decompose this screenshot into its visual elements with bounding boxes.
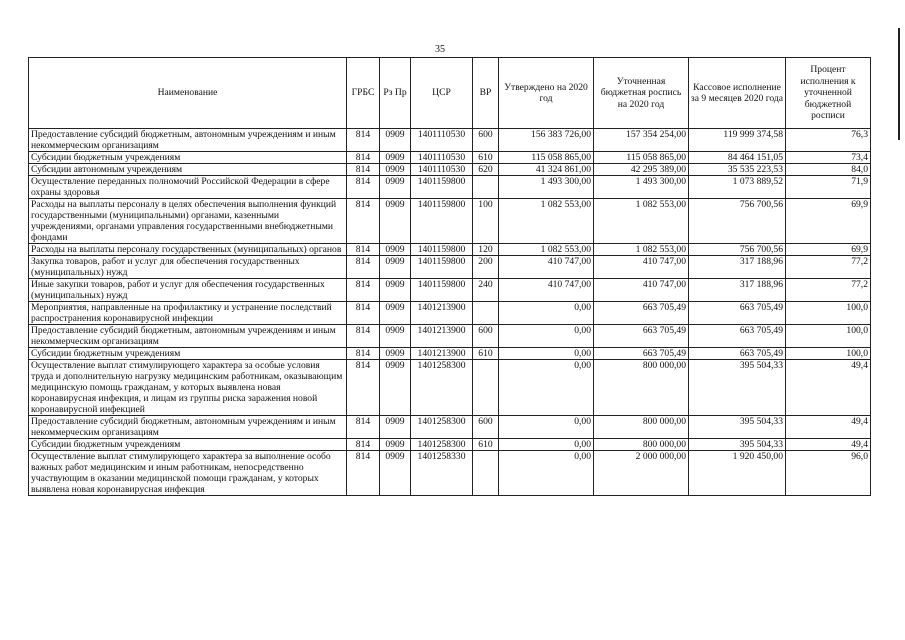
cell-grbs: 814 [347,164,380,176]
cell-csr: 1401213900 [411,302,473,325]
cell-name: Предоставление субсидий бюджетным, автономным учреждениям и иным некоммерческим организациям [29,416,347,439]
table-row [29,451,871,496]
cell-rzpr: 0909 [380,129,411,152]
cell-rzpr: 0909 [380,164,411,176]
cell-csr: 1401159800 [411,176,473,199]
cell-cash: 756 700,56 [689,244,786,256]
cell-name: Предоставление субсидий бюджетным, автономным учреждениям и иным некоммерческим организациям [29,129,347,152]
cell-vr: 200 [473,256,499,279]
cell-percent: 96,0 [786,451,871,496]
cell-approved: 0,00 [499,360,594,416]
cell-grbs: 814 [347,348,380,360]
cell-rzpr: 0909 [380,360,411,416]
cell-csr: 1401258330 [411,451,473,496]
cell-revised: 157 354 254,00 [594,129,689,152]
cell-cash: 663 705,49 [689,348,786,360]
cell-vr: 600 [473,416,499,439]
cell-grbs: 814 [347,360,380,416]
cell-vr: 610 [473,152,499,164]
cell-percent: 71,9 [786,176,871,199]
cell-name: Субсидии бюджетным учреждениям [29,439,347,451]
cell-rzpr: 0909 [380,416,411,439]
cell-vr: 120 [473,244,499,256]
scan-edge-mark [898,28,900,140]
cell-revised: 800 000,00 [594,439,689,451]
cell-cash: 35 535 223,53 [689,164,786,176]
cell-revised: 800 000,00 [594,360,689,416]
cell-revised: 42 295 389,00 [594,164,689,176]
table-row [29,199,871,244]
cell-vr [473,176,499,199]
cell-percent: 77,2 [786,279,871,302]
table-row [29,439,871,451]
table-row [29,129,871,152]
cell-grbs: 814 [347,416,380,439]
table-row [29,152,871,164]
cell-approved: 1 082 553,00 [499,244,594,256]
cell-approved: 0,00 [499,439,594,451]
cell-rzpr: 0909 [380,279,411,302]
cell-csr: 1401258300 [411,360,473,416]
cell-cash: 663 705,49 [689,302,786,325]
cell-vr [473,360,499,416]
cell-name: Иные закупки товаров, работ и услуг для обеспечения государственных (муниципальных) нужд [29,279,347,302]
cell-percent: 73,4 [786,152,871,164]
cell-csr: 1401110530 [411,129,473,152]
cell-vr: 600 [473,129,499,152]
cell-csr: 1401110530 [411,164,473,176]
table-row [29,416,871,439]
cell-approved: 41 324 861,00 [499,164,594,176]
cell-rzpr: 0909 [380,451,411,496]
header-approved: Утверждено на 2020 год [499,58,594,129]
cell-rzpr: 0909 [380,199,411,244]
header-vr: ВР [473,58,499,129]
cell-cash: 663 705,49 [689,325,786,348]
cell-csr: 1401159800 [411,256,473,279]
cell-cash: 395 504,33 [689,439,786,451]
cell-name: Субсидии бюджетным учреждениям [29,152,347,164]
table-row [29,164,871,176]
cell-rzpr: 0909 [380,439,411,451]
cell-cash: 84 464 151,05 [689,152,786,164]
cell-vr: 620 [473,164,499,176]
cell-csr: 1401258300 [411,439,473,451]
cell-rzpr: 0909 [380,325,411,348]
page-number: 35 [435,44,445,55]
cell-name: Предоставление субсидий бюджетным, автономным учреждениям и иным некоммерческим организациям [29,325,347,348]
cell-cash: 756 700,56 [689,199,786,244]
cell-percent: 100,0 [786,348,871,360]
cell-rzpr: 0909 [380,302,411,325]
cell-name: Осуществление выплат стимулирующего характера за выполнение особо важных работ медицинским и иным работникам, непосредственно участвующим в оказании медицинской помощи гражданам, у которых выявлена новая коронавирусная инфекция [29,451,347,496]
header-name: Наименование [29,58,347,129]
table-body [29,129,871,496]
cell-revised: 1 493 300,00 [594,176,689,199]
cell-name: Расходы на выплаты персоналу государственных (муниципальных) органов [29,244,347,256]
cell-cash: 1 073 889,52 [689,176,786,199]
cell-vr: 610 [473,348,499,360]
budget-table [28,57,871,496]
table-row [29,348,871,360]
cell-approved: 1 082 553,00 [499,199,594,244]
table-header [29,58,871,129]
cell-vr: 600 [473,325,499,348]
cell-rzpr: 0909 [380,244,411,256]
cell-name: Мероприятия, направленные на профилактику и устранение последствий распространения коронавирусной инфекции [29,302,347,325]
cell-grbs: 814 [347,199,380,244]
cell-grbs: 814 [347,279,380,302]
cell-vr: 100 [473,199,499,244]
cell-approved: 410 747,00 [499,256,594,279]
cell-percent: 100,0 [786,325,871,348]
cell-cash: 395 504,33 [689,360,786,416]
cell-cash: 317 188,96 [689,279,786,302]
cell-percent: 84,0 [786,164,871,176]
cell-approved: 0,00 [499,416,594,439]
cell-name: Субсидии автономным учреждениям [29,164,347,176]
header-revised: Уточненная бюджетная роспись на 2020 год [594,58,689,129]
cell-grbs: 814 [347,302,380,325]
cell-name: Осуществление переданных полномочий Российской Федерации в сфере охраны здоровья [29,176,347,199]
cell-revised: 663 705,49 [594,302,689,325]
table-row [29,256,871,279]
header-grbs: ГРБС [347,58,380,129]
cell-approved: 0,00 [499,348,594,360]
cell-vr [473,451,499,496]
cell-revised: 410 747,00 [594,279,689,302]
cell-approved: 1 493 300,00 [499,176,594,199]
cell-revised: 115 058 865,00 [594,152,689,164]
cell-cash: 317 188,96 [689,256,786,279]
cell-csr: 1401258300 [411,416,473,439]
cell-name: Осуществление выплат стимулирующего характера за особые условия труда и дополнительную нагрузку медицинским работникам, оказывающим медицинскую помощь гражданам, у которых выявлена новая коронавирусная инфекция, и лицам из группы риска заражения новой коронавирусной инфекцией [29,360,347,416]
cell-revised: 2 000 000,00 [594,451,689,496]
cell-revised: 663 705,49 [594,348,689,360]
cell-cash: 1 920 450,00 [689,451,786,496]
cell-rzpr: 0909 [380,348,411,360]
cell-rzpr: 0909 [380,256,411,279]
cell-vr: 610 [473,439,499,451]
table-row [29,325,871,348]
cell-rzpr: 0909 [380,176,411,199]
cell-csr: 1401159800 [411,279,473,302]
cell-percent: 69,9 [786,244,871,256]
table-row [29,176,871,199]
cell-csr: 1401213900 [411,348,473,360]
cell-approved: 410 747,00 [499,279,594,302]
table-row [29,279,871,302]
table-row [29,302,871,325]
cell-grbs: 814 [347,129,380,152]
cell-name: Закупка товаров, работ и услуг для обеспечения государственных (муниципальных) нужд [29,256,347,279]
cell-vr [473,302,499,325]
cell-grbs: 814 [347,244,380,256]
cell-revised: 1 082 553,00 [594,244,689,256]
cell-percent: 49,4 [786,360,871,416]
cell-approved: 0,00 [499,451,594,496]
cell-percent: 100,0 [786,302,871,325]
cell-grbs: 814 [347,325,380,348]
cell-percent: 49,4 [786,416,871,439]
cell-percent: 77,2 [786,256,871,279]
cell-name: Расходы на выплаты персоналу в целях обеспечения выполнения функций государственными (муниципальными) органами, казенными учреждениями, органами управления государственными внебюджетными фондами [29,199,347,244]
cell-rzpr: 0909 [380,152,411,164]
cell-grbs: 814 [347,152,380,164]
cell-revised: 663 705,49 [594,325,689,348]
header-percent: Процент исполнения к уточненной бюджетной росписи [786,58,871,129]
cell-csr: 1401159800 [411,199,473,244]
cell-approved: 156 383 726,00 [499,129,594,152]
cell-approved: 0,00 [499,302,594,325]
header-rzpr: Рз Пр [380,58,411,129]
cell-vr: 240 [473,279,499,302]
cell-grbs: 814 [347,176,380,199]
cell-grbs: 814 [347,451,380,496]
cell-approved: 0,00 [499,325,594,348]
header-csr: ЦСР [411,58,473,129]
table-row [29,244,871,256]
cell-percent: 69,9 [786,199,871,244]
cell-grbs: 814 [347,256,380,279]
cell-revised: 1 082 553,00 [594,199,689,244]
cell-percent: 76,3 [786,129,871,152]
cell-csr: 1401110530 [411,152,473,164]
cell-cash: 395 504,33 [689,416,786,439]
table-row [29,360,871,416]
cell-approved: 115 058 865,00 [499,152,594,164]
cell-percent: 49,4 [786,439,871,451]
header-cash: Кассовое исполнение за 9 месяцев 2020 года [689,58,786,129]
cell-revised: 410 747,00 [594,256,689,279]
cell-csr: 1401159800 [411,244,473,256]
cell-name: Субсидии бюджетным учреждениям [29,348,347,360]
cell-grbs: 814 [347,439,380,451]
cell-csr: 1401213900 [411,325,473,348]
cell-revised: 800 000,00 [594,416,689,439]
cell-cash: 119 999 374,58 [689,129,786,152]
